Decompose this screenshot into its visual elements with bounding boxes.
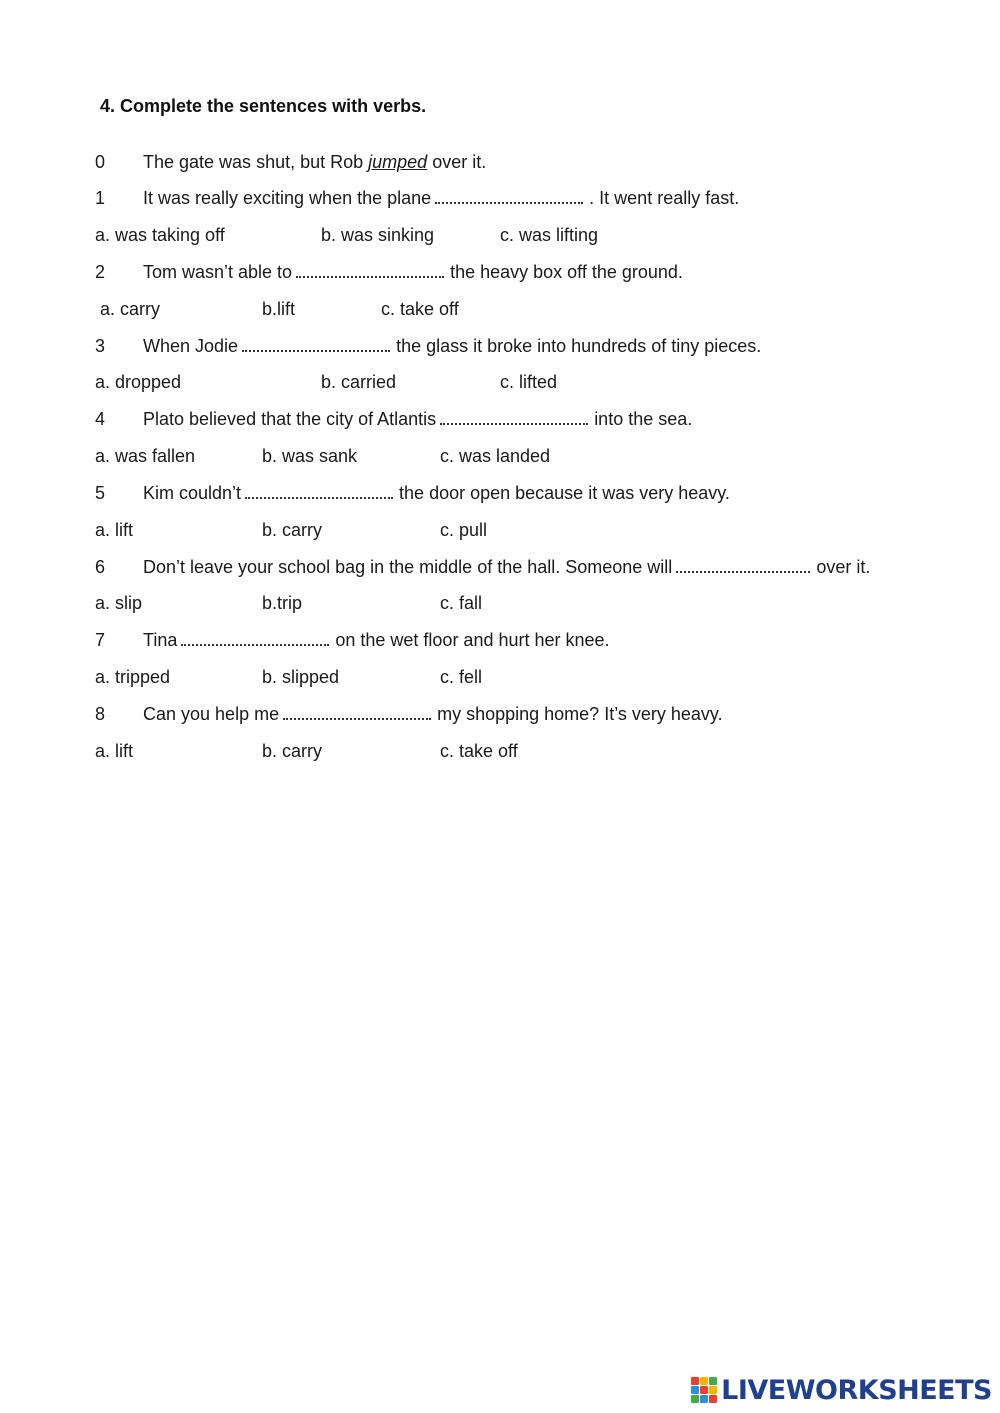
- answer-option[interactable]: a. carry: [100, 299, 161, 319]
- answer-option[interactable]: c. was lifting: [500, 225, 599, 245]
- answer-option[interactable]: b. carry: [262, 520, 323, 540]
- exercise-title: 4. Complete the sentences with verbs.: [100, 96, 427, 116]
- question-number: 4: [95, 409, 106, 429]
- answer-option[interactable]: b. was sank: [262, 446, 358, 466]
- answer-blank[interactable]: [283, 704, 431, 720]
- question-text-after: over it.: [816, 557, 871, 577]
- answer-option[interactable]: a. was taking off: [95, 225, 225, 245]
- question-text-after: the heavy box off the ground.: [450, 262, 683, 282]
- question-text-before: Plato believed that the city of Atlantis: [143, 409, 437, 429]
- question-text-after: the glass it broke into hundreds of tiny pieces.: [396, 336, 762, 356]
- liveworksheets-logo: [691, 1375, 992, 1405]
- question-text-after: into the sea.: [594, 409, 693, 429]
- question-text-before: When Jodie: [143, 336, 239, 356]
- question-text-before: Tina: [143, 630, 178, 650]
- answer-option[interactable]: b. carry: [262, 741, 323, 761]
- answer-option[interactable]: a. dropped: [95, 372, 182, 392]
- answer-option[interactable]: a. lift: [95, 520, 134, 540]
- answer-option[interactable]: c. lifted: [500, 372, 558, 392]
- answer-option[interactable]: c. fell: [440, 667, 483, 687]
- answer-option[interactable]: b.lift: [262, 299, 296, 319]
- answer-option[interactable]: c. was landed: [440, 446, 551, 466]
- question-text: [143, 628, 610, 652]
- question-text-after: my shopping home? It’s very heavy.: [437, 704, 723, 724]
- answer-blank[interactable]: [676, 557, 810, 573]
- answer-blank[interactable]: [440, 409, 588, 425]
- question-text: [143, 186, 739, 210]
- question-text-before: Tom wasn’t able to: [143, 262, 293, 282]
- question-number: 2: [95, 262, 106, 282]
- example-before: The gate was shut, but Rob: [143, 152, 369, 172]
- example-number: 0: [95, 152, 106, 172]
- answer-option[interactable]: c. pull: [440, 520, 488, 540]
- example-text: [143, 150, 486, 174]
- answer-option[interactable]: c. take off: [381, 299, 459, 319]
- answer-option[interactable]: c. take off: [440, 741, 518, 761]
- answer-option[interactable]: b. was sinking: [321, 225, 435, 245]
- answer-option[interactable]: a. lift: [95, 741, 134, 761]
- answer-blank[interactable]: [245, 483, 393, 499]
- question-text-before: Don’t leave your school bag in the middle of the hall. Someone will: [143, 557, 673, 577]
- question-number: 1: [95, 188, 106, 208]
- answer-option[interactable]: a. slip: [95, 593, 143, 613]
- question-text-before: It was really exciting when the plane: [143, 188, 432, 208]
- question-text: [143, 481, 730, 505]
- answer-blank[interactable]: [435, 188, 583, 204]
- question-number: 5: [95, 483, 106, 503]
- answer-option[interactable]: b. slipped: [262, 667, 340, 687]
- question-text: [143, 260, 683, 284]
- answer-option[interactable]: c. fall: [440, 593, 483, 613]
- question-text-before: Can you help me: [143, 704, 280, 724]
- answer-option[interactable]: b. carried: [321, 372, 397, 392]
- question-text-before: Kim couldn’t: [143, 483, 242, 503]
- answer-blank[interactable]: [242, 336, 390, 352]
- answer-blank[interactable]: [296, 262, 444, 278]
- example-after: over it.: [427, 152, 487, 172]
- question-text: [143, 702, 723, 726]
- answer-option[interactable]: a. was fallen: [95, 446, 196, 466]
- question-text: [143, 334, 761, 358]
- brand-name: LIVEWORKSHEETS: [721, 1374, 992, 1406]
- logo-mark-icon: [691, 1377, 717, 1403]
- question-text-after: . It went really fast.: [589, 188, 740, 208]
- question-number: 6: [95, 557, 106, 577]
- answer-option[interactable]: a. tripped: [95, 667, 171, 687]
- question-number: 3: [95, 336, 106, 356]
- question-text: [143, 555, 870, 579]
- question-text: [143, 407, 692, 431]
- question-number: 7: [95, 630, 106, 650]
- answer-option[interactable]: b.trip: [262, 593, 303, 613]
- question-text-after: on the wet floor and hurt her knee.: [335, 630, 610, 650]
- question-number: 8: [95, 704, 106, 724]
- answer-blank[interactable]: [181, 630, 329, 646]
- question-text-after: the door open because it was very heavy.: [399, 483, 730, 503]
- example-answer: jumped: [368, 152, 428, 172]
